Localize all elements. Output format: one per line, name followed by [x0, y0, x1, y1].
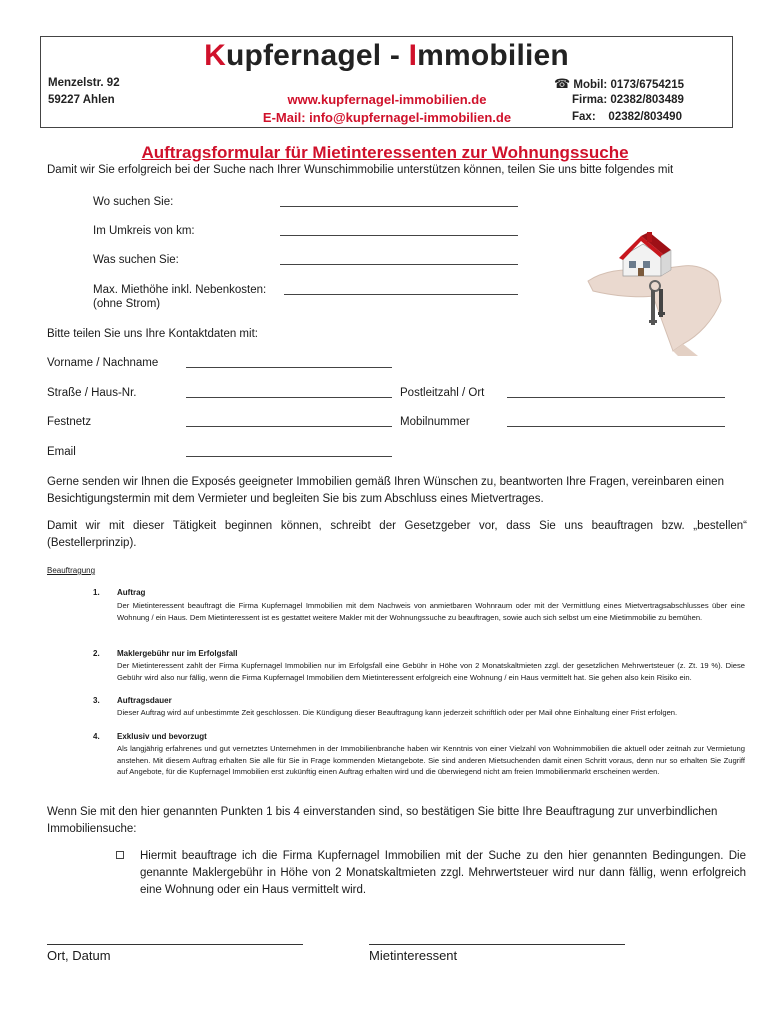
rent-note: (ohne Strom)	[93, 298, 161, 310]
item-1-text: Der Mietinteressent beauftragt die Firma Kupfernagel Immobilien mit dem Nachweis von anmietbaren Wohnraum oder mit der Vermittlung eines Mietvertragsabschlusses über eine Wohnung / ein Haus. Dem Mietinteressent ist es gestattet weitere Makler mit der Wohnungssuche zu beauftragen, sowie auch sich selbst um eine Mietimmobilie zu bemühen.	[117, 601, 745, 622]
rent-label: Max. Miethöhe inkl. Nebenkosten:	[93, 284, 267, 296]
email-field[interactable]	[186, 456, 392, 457]
consent-text: Hiermit beauftrage ich die Firma Kupfernagel Immobilien mit der Suche zu den hier genannten Bedingungen. Die genannte Maklergebühr in Höhe von 2 Monatskaltmieten zzgl. Mehrwertsteuer wird nur dann fällig, wenn erfolgreich eine Wohnung oder ein Haus vermittelt wird.	[140, 850, 746, 896]
item-1-title: Auftrag	[117, 588, 146, 597]
radius-label: Im Umkreis von km:	[93, 225, 195, 237]
legal-paragraph: Damit wir mit dieser Tätigkeit beginnen können, schreibt der Gesetzgeber vor, dass Sie uns beauftragen bzw. „bestellen“ (Bestellerprinzip).	[47, 520, 747, 549]
form-title: Auftragsformular für Mietinteressenten zur Wohnungssuche	[141, 143, 629, 162]
email-link[interactable]: E-Mail: info@kupfernagel-immobilien.de	[262, 110, 512, 125]
service-paragraph: Gerne senden wir Ihnen die Exposés geeigneter Immobilien gemäß Ihren Wünschen zu, beantworten Ihre Fragen, vereinbaren einen Besichtigungstermin mit dem Vermieter und begleiten Sie bis zum Abschluss eines Mietvertrages.	[47, 476, 724, 505]
mobile-label: Mobilnummer	[400, 416, 470, 428]
street-label: Straße / Haus-Nr.	[47, 387, 137, 399]
phone-icon: ☎	[554, 76, 571, 91]
item-2-text: Der Mietinteressent zahlt der Firma Kupfernagel Immobilien nur im Erfolgsfall eine Gebühr in Höhe von 2 Monatskaltmieten zzgl. der gesetzlichen Mehrwertsteuer (z. Zt. 19 %). Diese Gebühr wird also nur fällig, wenn die Firma Kupfernagel Immobilien dem Mietinteressent erfolgreich eine Wohnung / ein Haus vermittelt hat. Sie gehen also kein Risiko ein.	[117, 661, 745, 682]
form-intro: Damit wir Sie erfolgreich bei der Suche nach Ihrer Wunschimmobilie unterstützen können, teilen Sie uns bitte folgendes mit	[47, 164, 674, 176]
zip-field[interactable]	[507, 397, 725, 398]
phone-field[interactable]	[186, 426, 392, 427]
place-date-signature-line[interactable]	[47, 944, 303, 945]
zip-label: Postleitzahl / Ort	[400, 387, 485, 399]
item-4-title: Exklusiv und bevorzugt	[117, 732, 207, 741]
street-field[interactable]	[186, 397, 392, 398]
what-label: Was suchen Sie:	[93, 254, 179, 266]
phone-label: Festnetz	[47, 416, 92, 428]
house-on-hand-image	[583, 226, 723, 356]
place-date-label: Ort, Datum	[47, 948, 111, 963]
contact-intro: Bitte teilen Sie uns Ihre Kontaktdaten mit:	[47, 328, 258, 340]
item-2-number: 2.	[93, 649, 100, 658]
item-4-text: Als langjährig erfahrenes und gut vernetztes Unternehmen in der Immobilienbranche haben wir Kenntnis von einer Vielzahl von Wohnimmobilien die aktuell oder zeitnah zur Vermietung anstehen. Mit diesem Auftrag erhalten Sie alle für Sie in Frage kommenden Mietangebote. Sie sind anderen Mietsuchenden damit einen Schritt voraus, denn nur so erhalten Sie Zugriff auf Angebote, für die Kupfernagel Immobilien erst zukünftig einen Auftrag erhalten wird und die überwiegend nicht am freien Immobilienmarkt erscheinen werden.	[117, 744, 745, 776]
item-1-number: 1.	[93, 588, 100, 597]
rent-field[interactable]	[284, 294, 518, 295]
tenant-signature-line[interactable]	[369, 944, 625, 945]
website-link[interactable]: www.kupfernagel-immobilien.de	[287, 92, 487, 107]
street-address: Menzelstr. 92	[48, 77, 120, 89]
radius-field[interactable]	[280, 235, 518, 236]
item-3-number: 3.	[93, 696, 100, 705]
phone-line: ☎ Mobil: 0173/6754215	[554, 76, 684, 91]
email-label: Email	[47, 446, 76, 458]
city-address: 59227 Ahlen	[48, 94, 115, 106]
name-label: Vorname / Nachname	[47, 357, 159, 369]
tenant-label: Mietinteressent	[369, 948, 458, 963]
name-field[interactable]	[186, 367, 392, 368]
confirm-paragraph: Wenn Sie mit den hier genannten Punkten 1 bis 4 einverstanden sind, so bestätigen Sie bitte Ihre Beauftragung zur unverbindlichen Immobiliensuche:	[47, 806, 718, 835]
where-label: Wo suchen Sie:	[93, 196, 174, 208]
fax-number: Fax: 02382/803490	[572, 111, 682, 123]
mobile-field[interactable]	[507, 426, 725, 427]
consent-checkbox[interactable]	[116, 851, 124, 859]
letterhead	[40, 36, 733, 128]
item-3-text: Dieser Auftrag wird auf unbestimmte Zeit geschlossen. Die Kündigung dieser Beauftragung kann jederzeit schriftlich oder per Mail ohne Einhaltung einer Frist erfolgen.	[117, 708, 678, 717]
item-2-title: Maklergebühr nur im Erfolgsfall	[117, 649, 238, 658]
where-field[interactable]	[280, 206, 518, 207]
firma-phone: Firma: 02382/803489	[572, 94, 684, 106]
item-3-title: Auftragsdauer	[117, 696, 172, 705]
beauftragung-heading: Beauftragung	[47, 566, 96, 575]
item-4-number: 4.	[93, 732, 100, 741]
what-field[interactable]	[280, 264, 518, 265]
company-title: Kupfernagel - Immobilien	[204, 39, 569, 72]
